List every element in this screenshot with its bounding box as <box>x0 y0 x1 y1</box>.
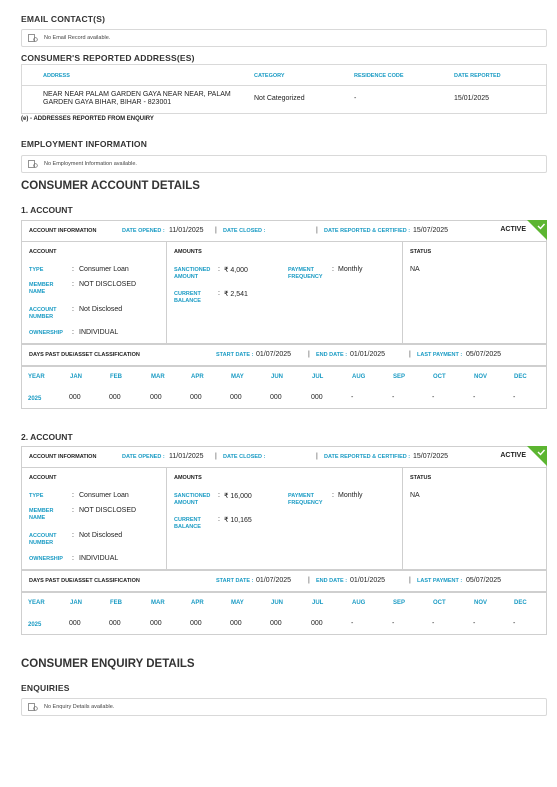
payment-frequency-value: Monthly <box>338 266 363 273</box>
account-section-label: ACCOUNT <box>29 249 57 255</box>
divider <box>22 365 546 367</box>
account-information-label: ACCOUNT INFORMATION <box>29 228 97 234</box>
last-payment-label: LAST PAYMENT : <box>417 578 463 584</box>
current-label-line2: BALANCE <box>174 524 201 530</box>
month-header-dec: DEC <box>514 374 527 380</box>
colon: : <box>72 306 74 313</box>
account-number-label <box>29 307 57 321</box>
separator: | <box>308 351 310 358</box>
year-header: YEAR <box>28 600 45 606</box>
member-name-label-line2: NAME <box>29 289 46 295</box>
start-date-value: 01/07/2025 <box>256 577 292 584</box>
colon: : <box>72 507 74 514</box>
status-section-label: STATUS <box>410 475 432 481</box>
email-empty-text: No Email Record available. <box>44 35 111 41</box>
month-header-jul: JUL <box>312 600 324 606</box>
month-header-feb: FEB <box>110 600 122 606</box>
column-divider <box>166 468 167 570</box>
month-value-aug: - <box>351 394 354 401</box>
last-payment-label: LAST PAYMENT : <box>417 352 463 358</box>
consumer-enquiry-heading: CONSUMER ENQUIRY DETAILS <box>21 658 195 670</box>
member-name-value: NOT DISCLOSED <box>79 507 137 514</box>
address-col-date-reported: DATE REPORTED <box>454 73 501 79</box>
month-header-jan: JAN <box>70 374 83 380</box>
account-number-label-line1: ACCOUNT <box>29 307 57 313</box>
account-section-label: ACCOUNT <box>29 475 57 481</box>
date-reported-label: DATE REPORTED & CERTIFIED : <box>324 454 411 460</box>
separator: | <box>409 351 411 358</box>
colon: : <box>332 492 334 499</box>
account-card <box>21 220 547 409</box>
date-reported-value: 15/07/2025 <box>413 453 449 460</box>
month-header-oct: OCT <box>433 374 446 380</box>
dpd-label: DAYS PAST DUE/ASSET CLASSIFICATION <box>29 578 140 584</box>
ownership-value: INDIVIDUAL <box>79 329 119 336</box>
address-line-1: NEAR NEAR PALAM GARDEN GAYA NEAR NEAR, PALAM <box>43 91 231 98</box>
ownership-label: OWNERSHIP <box>29 556 63 562</box>
account-number-label-line1: ACCOUNT <box>29 533 57 539</box>
member-name-label-line1: MEMBER <box>29 508 54 514</box>
account-number-value: Not Disclosed <box>79 532 123 539</box>
enquiries-subheading: ENQUIRIES <box>21 683 70 693</box>
sanctioned-amount-value: ₹ 4,000 <box>224 267 248 274</box>
divider <box>22 569 546 571</box>
account-card <box>21 446 547 635</box>
address-residence-code: - <box>354 95 357 102</box>
account-information-label: ACCOUNT INFORMATION <box>29 454 97 460</box>
month-value-oct: - <box>432 620 435 627</box>
sanctioned-label-line2: AMOUNT <box>174 274 199 280</box>
member-name-label <box>29 282 53 296</box>
date-opened-label: DATE OPENED : <box>122 454 165 460</box>
month-value-mar: 000 <box>150 620 162 627</box>
payment-frequency-label <box>288 493 323 507</box>
member-name-label-line2: NAME <box>29 515 46 521</box>
last-payment-value: 05/07/2025 <box>466 351 502 358</box>
colon: : <box>72 555 74 562</box>
payment-frequency-label <box>288 267 323 281</box>
enquiry-empty-text: No Enquiry Details available. <box>44 704 115 710</box>
month-header-mar: MAR <box>151 374 165 380</box>
current-label-line1: CURRENT <box>174 291 201 297</box>
column-divider <box>402 242 403 344</box>
month-header-sep: SEP <box>393 374 406 380</box>
month-value-oct: - <box>432 394 435 401</box>
month-header-aug: AUG <box>352 374 366 380</box>
month-header-nov: NOV <box>474 374 488 380</box>
account-status-badge: ACTIVE <box>500 226 526 233</box>
colon: : <box>72 266 74 273</box>
email-contacts-heading: EMAIL CONTACT(S) <box>21 14 106 24</box>
separator: | <box>308 577 310 584</box>
employment-empty-box <box>21 155 547 173</box>
separator: | <box>409 577 411 584</box>
address-date-reported: 15/01/2025 <box>454 95 490 102</box>
month-header-jul: JUL <box>312 374 324 380</box>
current-balance-value: ₹ 2,541 <box>224 291 248 298</box>
month-value-aug: - <box>351 620 354 627</box>
amounts-section-label: AMOUNTS <box>174 249 202 255</box>
date-opened-value: 11/01/2025 <box>169 227 204 234</box>
month-value-apr: 000 <box>190 394 202 401</box>
month-value-may: 000 <box>230 620 242 627</box>
last-payment-value: 05/07/2025 <box>466 577 502 584</box>
sanctioned-label-line2: AMOUNT <box>174 500 199 506</box>
account-heading: 2. ACCOUNT <box>21 432 73 442</box>
divider <box>22 591 546 593</box>
type-value: Consumer Loan <box>79 266 129 273</box>
colon: : <box>72 281 74 288</box>
date-opened-value: 11/01/2025 <box>169 453 204 460</box>
month-header-apr: APR <box>191 600 204 606</box>
colon: : <box>218 492 220 499</box>
month-value-apr: 000 <box>190 620 202 627</box>
divider <box>22 343 546 345</box>
month-header-jun: JUN <box>271 600 284 606</box>
address-col-category: CATEGORY <box>254 73 285 79</box>
consumer-account-details-heading: CONSUMER ACCOUNT DETAILS <box>21 180 200 192</box>
account-number-label-line2: NUMBER <box>29 314 54 320</box>
current-balance-value: ₹ 10,165 <box>224 517 252 524</box>
month-value-nov: - <box>473 394 476 401</box>
month-header-may: MAY <box>231 374 244 380</box>
employment-empty-text: No Employment Information available. <box>44 161 137 167</box>
account-heading: 1. ACCOUNT <box>21 205 73 215</box>
month-header-oct: OCT <box>433 600 446 606</box>
month-header-feb: FEB <box>110 374 122 380</box>
status-value: NA <box>410 266 420 273</box>
month-value-may: 000 <box>230 394 242 401</box>
member-name-label <box>29 508 53 522</box>
separator: | <box>215 227 217 234</box>
month-header-aug: AUG <box>352 600 366 606</box>
member-name-value: NOT DISCLOSED <box>79 281 137 288</box>
sanctioned-amount-label <box>174 493 210 507</box>
payment-label-line1: PAYMENT <box>288 267 314 273</box>
type-value: Consumer Loan <box>79 492 129 499</box>
month-value-feb: 000 <box>109 394 121 401</box>
month-value-sep: - <box>392 620 395 627</box>
month-header-mar: MAR <box>151 600 165 606</box>
address-col-residence-code: RESIDENCE CODE <box>354 73 404 79</box>
employment-heading: EMPLOYMENT INFORMATION <box>21 139 148 149</box>
separator: | <box>215 453 217 460</box>
date-reported-value: 15/07/2025 <box>413 227 449 234</box>
current-balance-label <box>174 291 201 305</box>
month-header-sep: SEP <box>393 600 406 606</box>
month-header-nov: NOV <box>474 600 488 606</box>
end-date-label: END DATE : <box>316 578 348 584</box>
colon: : <box>332 266 334 273</box>
date-closed-label: DATE CLOSED : <box>223 228 266 234</box>
payment-frequency-value: Monthly <box>338 492 363 499</box>
month-header-apr: APR <box>191 374 204 380</box>
month-header-may: MAY <box>231 600 244 606</box>
month-value-dec: - <box>513 394 516 401</box>
account-info-bar <box>22 221 546 242</box>
month-value-jan: 000 <box>69 394 81 401</box>
date-closed-label: DATE CLOSED : <box>223 454 266 460</box>
dpd-label: DAYS PAST DUE/ASSET CLASSIFICATION <box>29 352 140 358</box>
account-status-badge: ACTIVE <box>500 452 526 459</box>
year-header: YEAR <box>28 374 45 380</box>
account-number-label-line2: NUMBER <box>29 540 54 546</box>
account-info-bar <box>22 447 546 468</box>
check-icon <box>527 446 547 466</box>
address-table <box>21 64 547 114</box>
start-date-value: 01/07/2025 <box>256 351 292 358</box>
year-value: 2025 <box>28 622 42 628</box>
separator: | <box>316 227 318 234</box>
address-col-address: ADDRESS <box>43 73 70 79</box>
address-table-header <box>22 65 546 86</box>
month-value-feb: 000 <box>109 620 121 627</box>
year-value: 2025 <box>28 396 42 402</box>
month-value-jan: 000 <box>69 620 81 627</box>
amounts-section-label: AMOUNTS <box>174 475 202 481</box>
sanctioned-amount-value: ₹ 16,000 <box>224 493 252 500</box>
colon: : <box>72 492 74 499</box>
member-name-label-line1: MEMBER <box>29 282 54 288</box>
month-header-jun: JUN <box>271 374 284 380</box>
colon: : <box>218 290 220 297</box>
month-value-nov: - <box>473 620 476 627</box>
payment-label-line2: FREQUENCY <box>288 274 323 280</box>
document-icon <box>28 34 38 42</box>
end-date-label: END DATE : <box>316 352 348 358</box>
separator: | <box>316 453 318 460</box>
account-number-label <box>29 533 57 547</box>
document-icon <box>28 703 38 711</box>
month-header-jan: JAN <box>70 600 83 606</box>
current-label-line1: CURRENT <box>174 517 201 523</box>
colon: : <box>218 266 220 273</box>
start-date-label: START DATE : <box>216 578 254 584</box>
end-date-value: 01/01/2025 <box>350 351 386 358</box>
address-category: Not Categorized <box>254 95 305 102</box>
address-line-2: GARDEN GAYA BIHAR, BIHAR - 823001 <box>43 99 172 106</box>
check-icon <box>527 220 547 240</box>
enquiry-empty-box <box>21 698 547 716</box>
month-value-jul: 000 <box>311 620 323 627</box>
colon: : <box>218 516 220 523</box>
account-number-value: Not Disclosed <box>79 306 123 313</box>
month-value-jun: 000 <box>270 394 282 401</box>
month-value-mar: 000 <box>150 394 162 401</box>
date-reported-label: DATE REPORTED & CERTIFIED : <box>324 228 411 234</box>
address-footnote: (e) - ADDRESSES REPORTED FROM ENQUIRY <box>21 116 154 122</box>
column-divider <box>166 242 167 344</box>
month-header-dec: DEC <box>514 600 527 606</box>
month-value-jul: 000 <box>311 394 323 401</box>
start-date-label: START DATE : <box>216 352 254 358</box>
payment-label-line2: FREQUENCY <box>288 500 323 506</box>
email-empty-box <box>21 29 547 47</box>
month-value-jun: 000 <box>270 620 282 627</box>
month-value-sep: - <box>392 394 395 401</box>
sanctioned-label-line1: SANCTIONED <box>174 267 211 273</box>
ownership-label: OWNERSHIP <box>29 330 63 336</box>
sanctioned-amount-label <box>174 267 210 281</box>
sanctioned-label-line1: SANCTIONED <box>174 493 211 499</box>
document-icon <box>28 160 38 168</box>
current-balance-label <box>174 517 201 531</box>
status-section-label: STATUS <box>410 249 432 255</box>
end-date-value: 01/01/2025 <box>350 577 386 584</box>
status-value: NA <box>410 492 420 499</box>
colon: : <box>72 329 74 336</box>
date-opened-label: DATE OPENED : <box>122 228 165 234</box>
month-value-dec: - <box>513 620 516 627</box>
ownership-value: INDIVIDUAL <box>79 555 119 562</box>
current-label-line2: BALANCE <box>174 298 201 304</box>
payment-label-line1: PAYMENT <box>288 493 314 499</box>
type-label: TYPE <box>29 493 44 499</box>
column-divider <box>402 468 403 570</box>
address-heading: CONSUMER'S REPORTED ADDRESS(ES) <box>21 53 195 63</box>
type-label: TYPE <box>29 267 44 273</box>
colon: : <box>72 532 74 539</box>
